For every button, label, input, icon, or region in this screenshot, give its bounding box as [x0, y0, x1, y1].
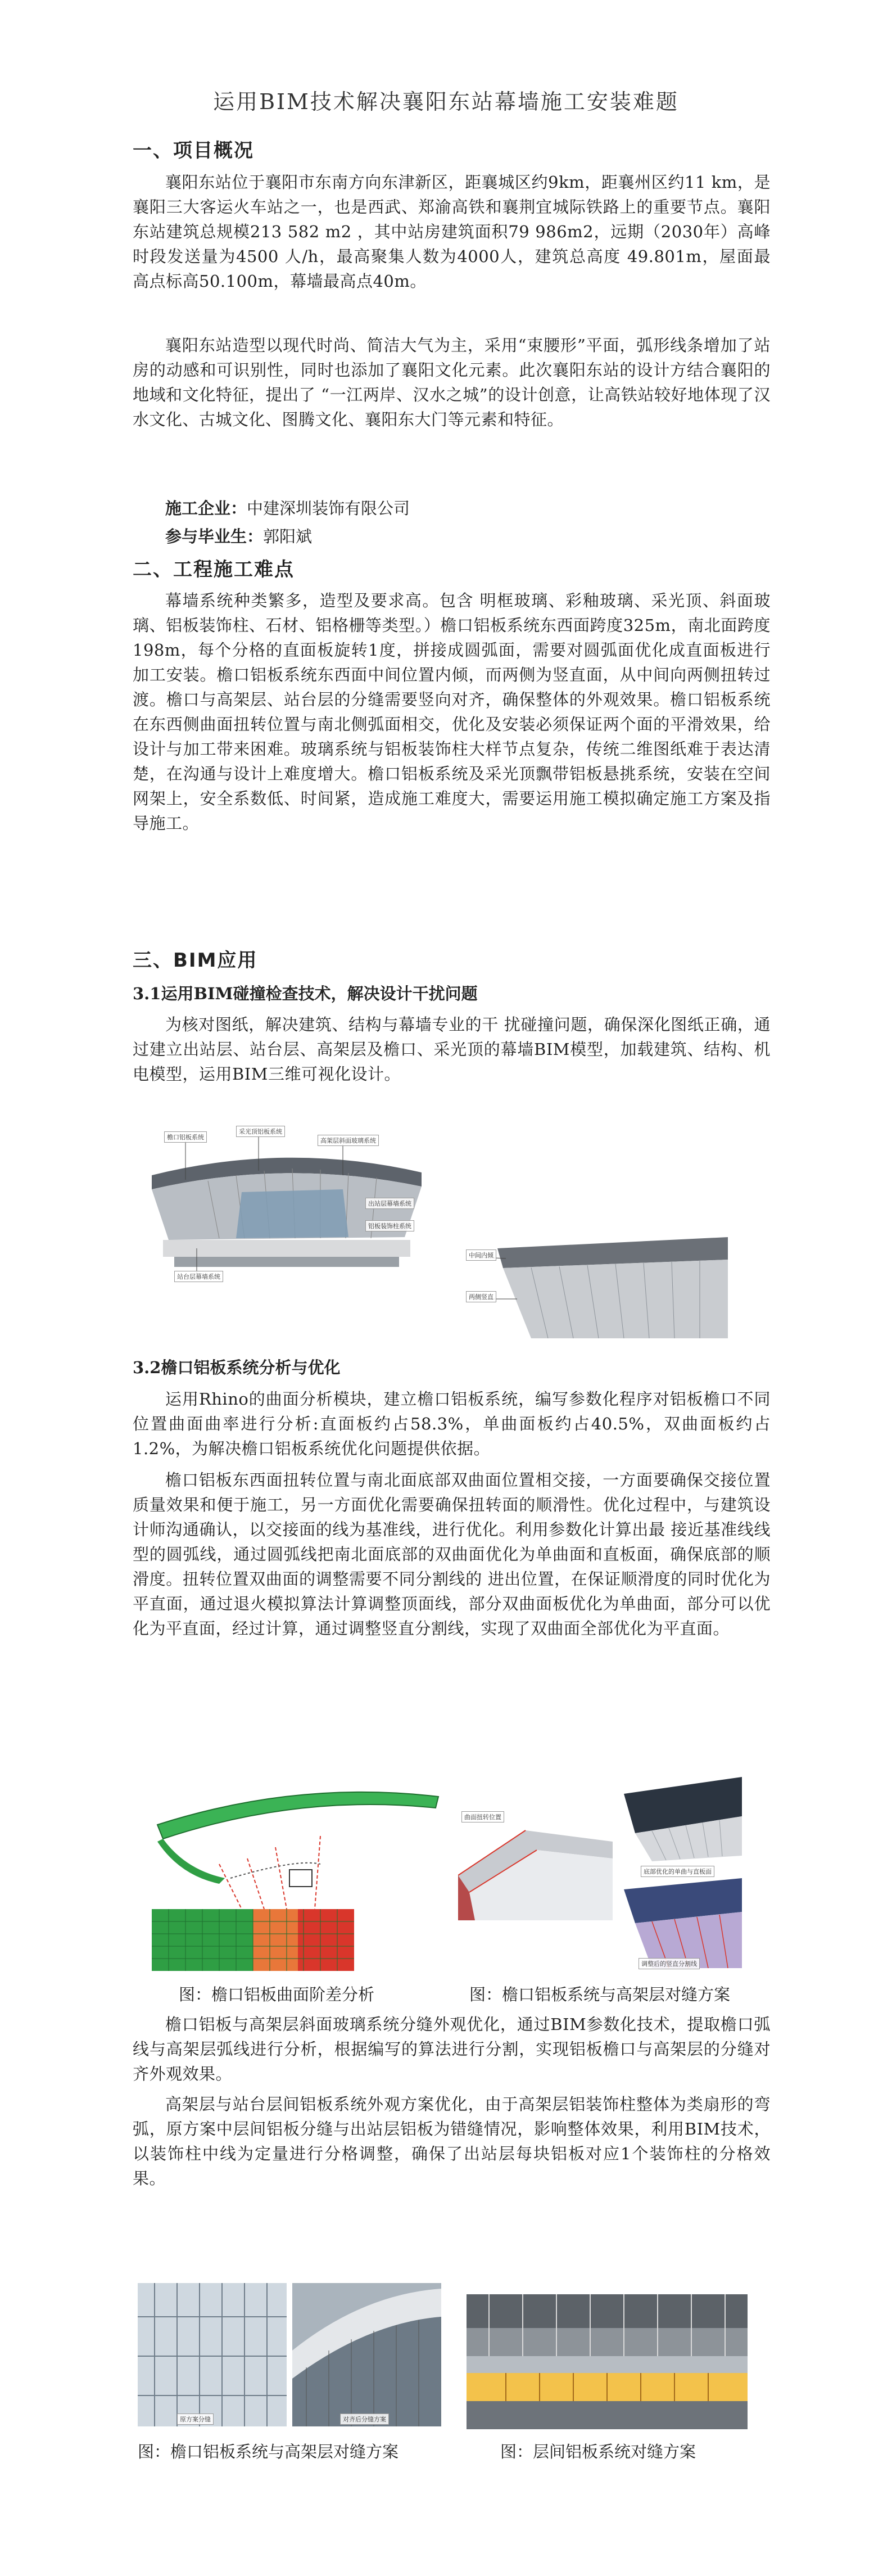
- interlayer-paragraph: 高架层与站台层间铝板系统外观方案优化，由于高架层铝装饰柱整体为类扇形的弯弧，原方案中层间铝板分缝与出站层铝板为错缝情况，影响整体效果，利用BIM技术，以装饰柱中线为定量进行分格调整，确保了出站层每块铝板对应1个装饰柱的分格效果。: [133, 2095, 771, 2188]
- eave-photo-drawing: [138, 2283, 441, 2426]
- construction-company: [165, 496, 410, 519]
- document-title: 运用BIM技术解决襄阳东站幕墙施工安装难题: [213, 89, 679, 114]
- bim-station-model-figure: [141, 1119, 433, 1288]
- callout-twist-location: 曲面扭转位置: [461, 1811, 504, 1822]
- caption-interlayer-photo: 图：层间铝板系统对缝方案: [500, 2442, 696, 2461]
- eave-optimized-figure: [618, 1771, 748, 1974]
- callout-elevated-glass: 高架层斜面玻璃系统: [318, 1135, 379, 1146]
- subsection-heading-3-2: 3.2檐口铝板系统分析与优化: [133, 1358, 341, 1377]
- eave-closeup-figure: [464, 1226, 733, 1341]
- difficulties-paragraph: 幕墙系统种类繁多，造型及要求高。包含 明框玻璃、彩釉玻璃、采光顶、斜面玻璃、铝板装饰柱、石材、铝格栅等类型。）檐口铝板系统东西面跨度325m，南北面跨度198m，每个分格的直面板旋转1度，拼接成圆弧面，需要对圆弧面优化成直面板进行加工安装。檐口铝板系统东西面中间位置内倾，而两侧为竖直面，从中间向两侧扭转过渡。檐口与高架层、站台层的分缝需要竖向对齐，确保整体的外观效果。檐口铝板系统在东西侧曲面扭转位置与南北侧弧面相交，优化及安装必须保证两个面的平滑效果，给设计与加工带来困难。玻璃系统与铝板装饰柱大样节点复杂，传统二维图纸难于表达清楚，在沟通与设计上难度增大。檐口铝板系统及采光顶飘带铝板悬挑系统，安装在空间网架上，安全系数低、时间紧，造成施工难度大，需要运用施工模拟确定施工方案及指导施工。: [133, 591, 771, 833]
- callout-middle-inclined: 中间内倾: [466, 1249, 496, 1261]
- eave-analysis-paragraph: 运用Rhino的曲面分析模块，建立檐口铝板系统，编写参数化程序对铝板檐口不同位置曲面曲率进行分析:直面板约占58.3%，单曲面板约占40.5%，双曲面板约占1.2%，为解决檐口铝板系统优化问题提供依据。: [133, 1389, 771, 1458]
- overview-paragraph-2: 襄阳东站造型以现代时尚、简洁大气为主，采用“束腰形”平面，弧形线条增加了站房的动感和可识别性，同时也添加了襄阳文化元素。此次襄阳东站的设计方结合襄阳的地域和文化特征，提出了 “一江两岸、汉水之城”的设计创意，让高铁站较好地体现了汉水文化、古城文化、图腾文化、襄阳东大门等元素和特征。: [133, 336, 771, 429]
- interlayer-photo-drawing: [467, 2294, 748, 2429]
- section-heading-bim: 三、BIM应用: [133, 949, 258, 972]
- eave-closeup-drawing: [464, 1226, 733, 1341]
- section-heading-overview: 一、项目概况: [133, 139, 254, 162]
- eave-glass-paragraph: 檐口铝板与高架层斜面玻璃系统分缝外观优化，通过BIM参数化技术，提取檐口弧线与高架层弧线进行分析，根据编写的算法进行分割，实现铝板檐口与高架层的分缝对齐外观效果。: [133, 2015, 771, 2083]
- eave-photo-figure: [138, 2283, 441, 2426]
- eave-optimization-paragraph: 檐口铝板东西面扭转位置与南北面底部双曲面位置相交接，一方面要确保交接位置质量效果和便于施工，另一方面优化需要确保扭转面的顺滑性。优化过程中，与建筑设计师沟通确认，以交接面的线为基准线，进行优化。利用参数化计算出最 接近基准线线型的圆弧线，通过圆弧线把南北面底部的双曲面优化为单曲面和直板面，确保底部的顺滑度。扭转位置双曲面的调整需要不同分割线的 进出位置，在保证顺滑度的同时优化为平直面，通过退火模拟算法计算调整顶面线，部分双曲面板优化为单曲面，部分可以优化为平直面，经过计算，通过调整竖直分割线，实现了双曲面全部优化为平直面。: [133, 1470, 771, 1638]
- section-heading-difficulties: 二、工程施工难点: [133, 558, 295, 581]
- company-value: 中建深圳装饰有限公司: [247, 499, 410, 518]
- callout-platform-curtainwall: 站台层幕墙系统: [174, 1271, 223, 1282]
- interlayer-photo-figure: [467, 2294, 748, 2429]
- graduates-value: 郭阳斌: [263, 527, 313, 546]
- curvature-analysis-figure: [152, 1780, 444, 1974]
- caption-eave-elevated-alignment: 图：檐口铝板系统与高架层对缝方案: [469, 1985, 731, 2004]
- callout-bottom-optimized: 底部优化的单曲与直板面: [641, 1866, 714, 1877]
- eave-interface-figure: [458, 1808, 613, 1943]
- callout-original-seams: 原方案分缝: [177, 2413, 214, 2425]
- callout-aligned-seams: 对齐后分缝方案: [340, 2413, 389, 2425]
- caption-eave-photo: 图：檐口铝板系统与高架层对缝方案: [138, 2442, 399, 2461]
- callout-exit-curtainwall: 出站层幕墙系统: [365, 1198, 414, 1209]
- overview-paragraph-1: 襄阳东站位于襄阳市东南方向东津新区，距襄城区约9km，距襄州区约11 km，是襄阳三大客运火车站之一，也是西武、郑渝高铁和襄荆宜城际铁路上的重要节点。襄阳东站建筑总规模213 582 m2 ，其中站房建筑面积79 986m2，远期（2030年）高峰时段发送量为4500 人/h，最高聚集人数为4000人，建筑总高度 49.801m，屋面最 高点标高50.100m，幕墙最高点40m。: [133, 173, 771, 291]
- subsection-heading-3-1: 3.1运用BIM碰撞检查技术，解决设计干扰问题: [133, 984, 478, 1003]
- callout-skylight-aluminum: 采光顶铝板系统: [236, 1126, 285, 1137]
- callout-decor-column: 铝板装饰柱系统: [365, 1220, 414, 1231]
- bim-clash-paragraph: 为核对图纸，解决建筑、结构与幕墙专业的干 扰碰撞问题，确保深化图纸正确，通过建立出站层、站台层、高架层及檐口、采光顶的幕墙BIM模型，加载建筑、结构、机电模型，运用BIM三维可视化设计。: [133, 1015, 771, 1084]
- curvature-analysis-drawing: [152, 1780, 444, 1974]
- caption-curvature-analysis: 图：檐口铝板曲面阶差分析: [179, 1985, 375, 2004]
- eave-interface-drawing: [458, 1808, 613, 1943]
- callout-sides-vertical: 两侧竖直: [466, 1291, 496, 1302]
- graduates-label: 参与毕业生：: [165, 527, 264, 546]
- callout-eave-aluminum: 檐口铝板系统: [164, 1131, 207, 1143]
- company-label: 施工企业：: [165, 499, 247, 518]
- callout-adjusted-lines: 调整后的竖直分割线: [639, 1958, 700, 1969]
- participating-graduates: [165, 524, 312, 547]
